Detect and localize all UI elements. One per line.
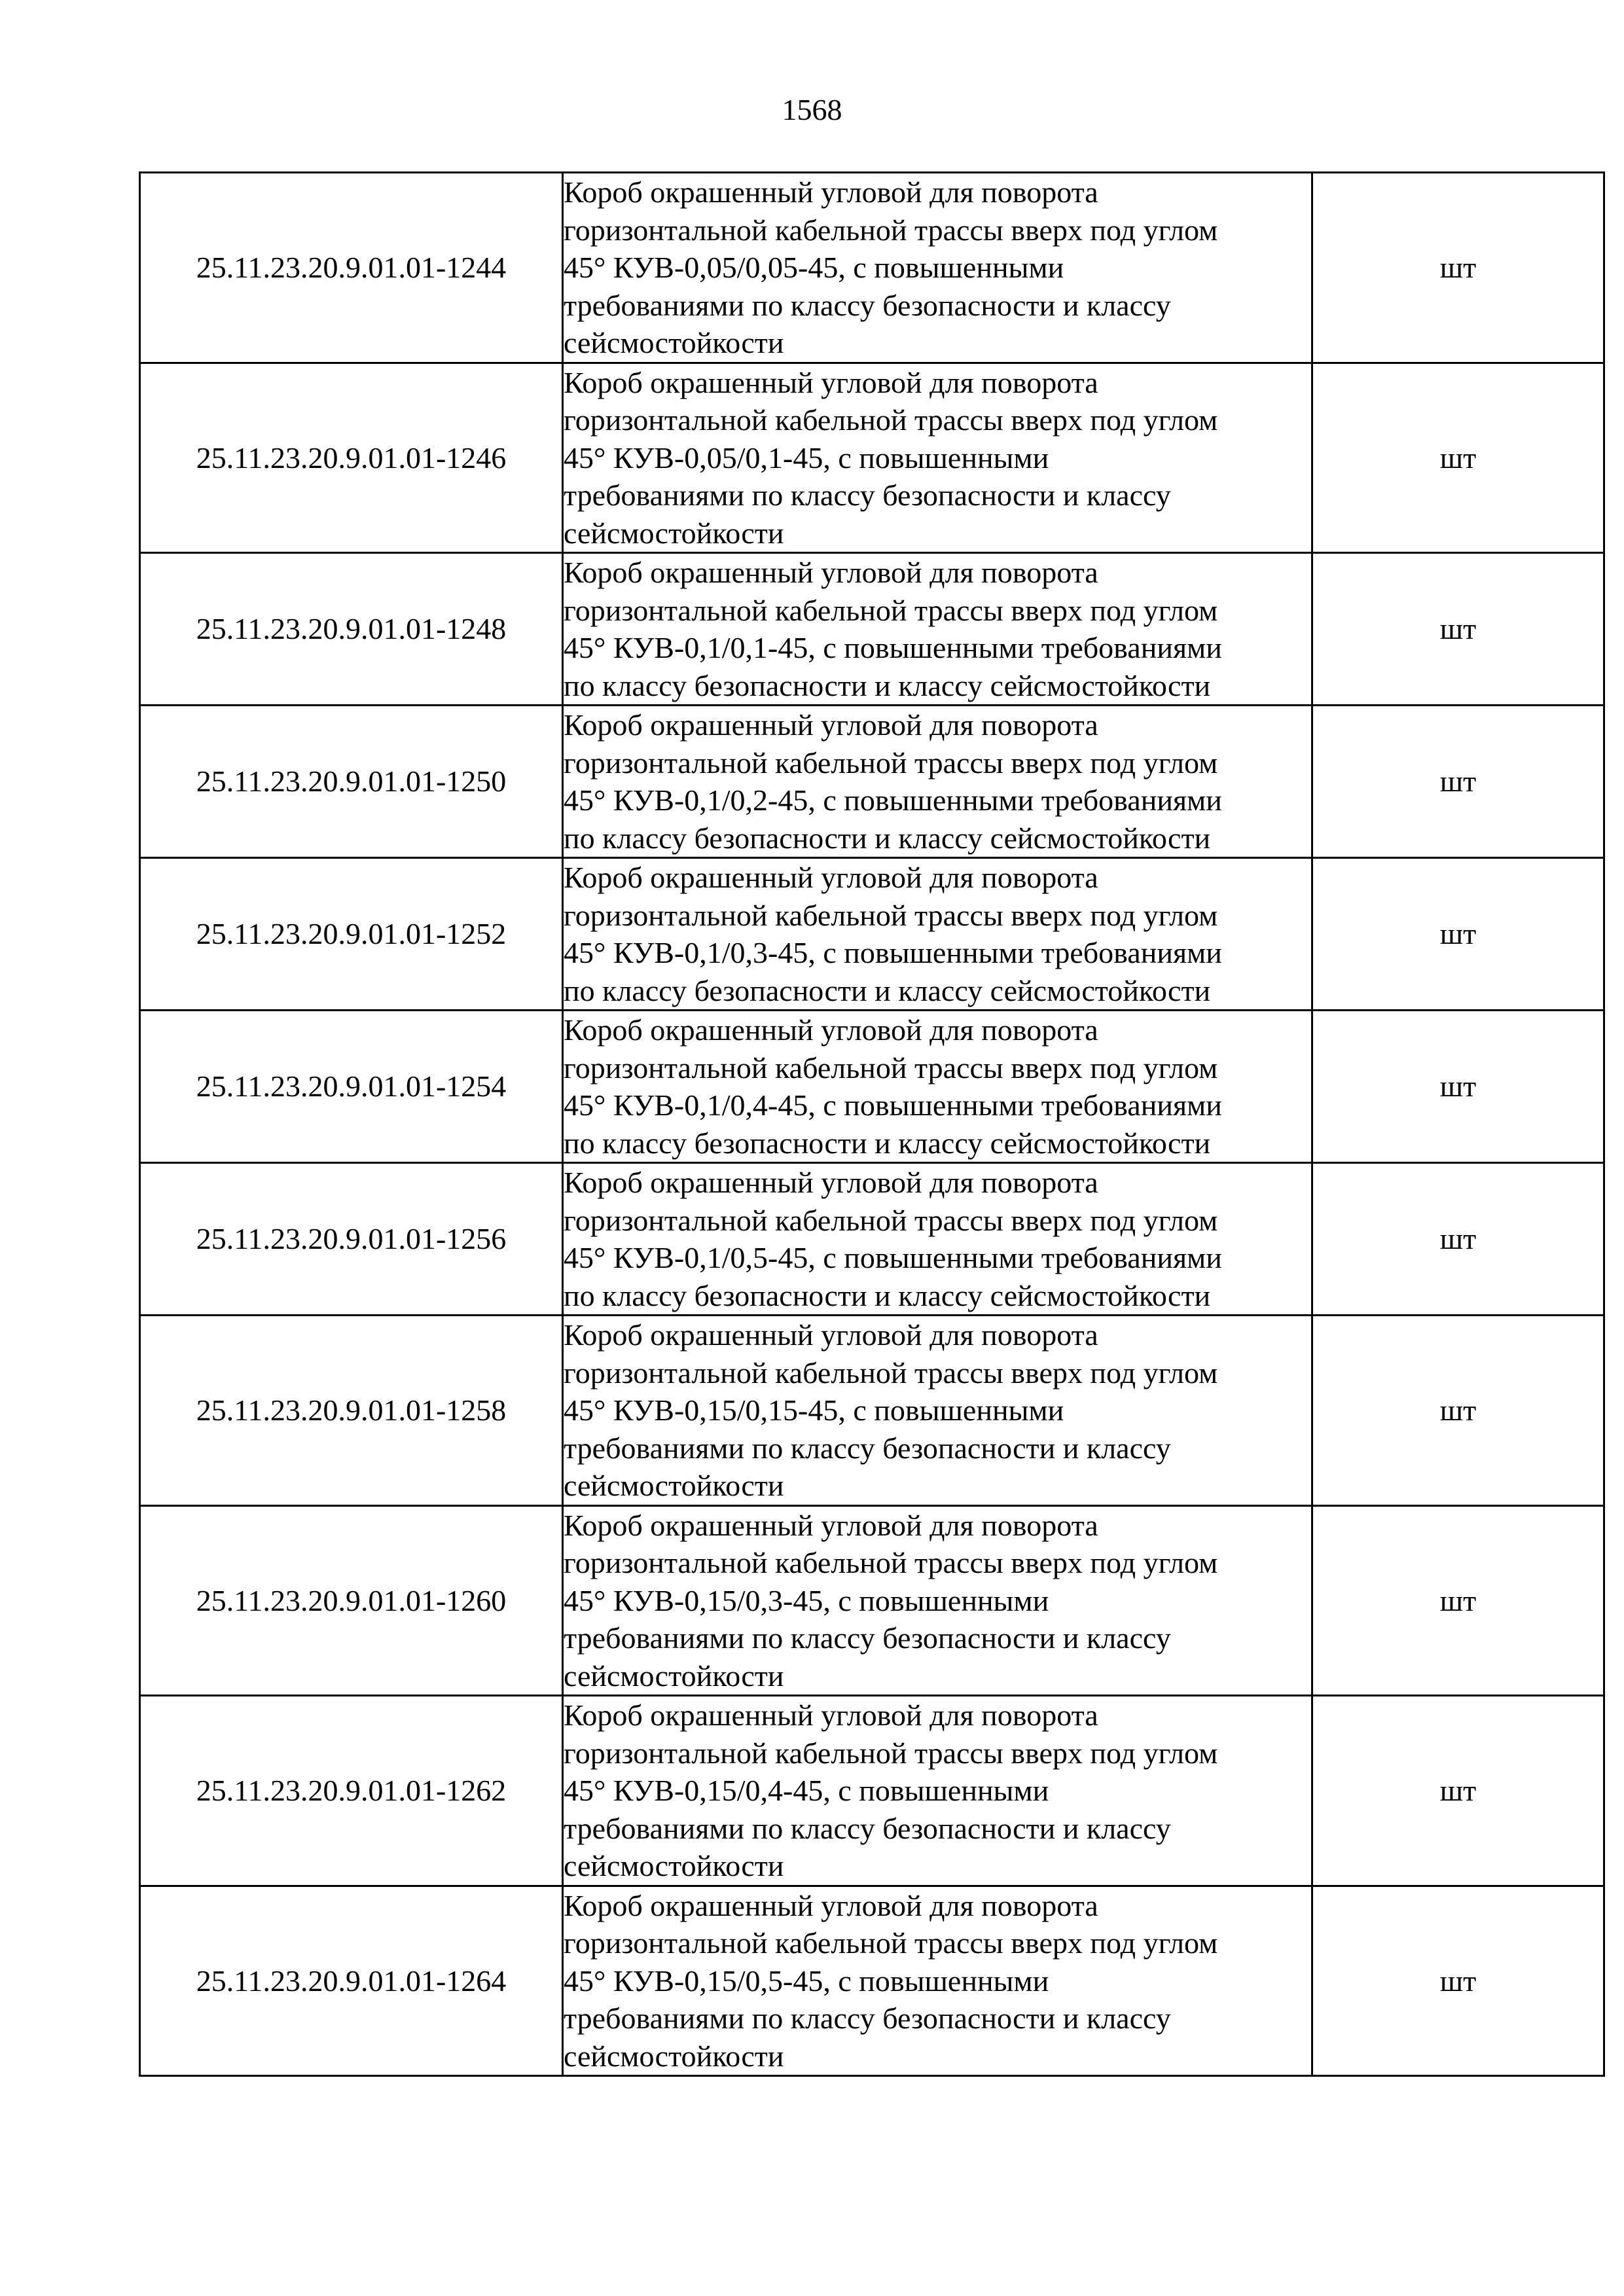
item-name-line: 45° КУВ-0,15/0,5-45, с повышенными bbox=[564, 1964, 1049, 1998]
item-name-line: горизонтальной кабельной трассы вверх под углом bbox=[564, 1355, 1218, 1390]
table-row bbox=[140, 363, 1604, 553]
item-name-line: по классу безопасности и классу сейсмостойкости bbox=[564, 668, 1211, 702]
item-name-line: требованиями по классу безопасности и классу bbox=[564, 1621, 1171, 1655]
item-name-cell bbox=[563, 1011, 1312, 1163]
item-name-cell bbox=[563, 173, 1312, 363]
item-name-line: требованиями по классу безопасности и классу bbox=[564, 288, 1171, 322]
item-code-cell: 25.11.23.20.9.01.01-1252 bbox=[140, 858, 563, 1011]
item-name-line: требованиями по классу безопасности и классу bbox=[564, 2001, 1171, 2035]
item-name-cell bbox=[563, 1696, 1312, 1886]
item-name-line: горизонтальной кабельной трассы вверх под углом bbox=[564, 745, 1218, 780]
item-name-line: Короб окрашенный угловой для поворота bbox=[564, 1013, 1098, 1047]
table-row bbox=[140, 173, 1604, 363]
item-code-cell: 25.11.23.20.9.01.01-1258 bbox=[140, 1316, 563, 1506]
item-code-cell: 25.11.23.20.9.01.01-1256 bbox=[140, 1163, 563, 1316]
item-name-line: Короб окрашенный угловой для поворота bbox=[564, 175, 1098, 209]
item-name-line: Короб окрашенный угловой для поворота bbox=[564, 365, 1098, 399]
item-code-cell: 25.11.23.20.9.01.01-1246 bbox=[140, 363, 563, 553]
item-name-line: Короб окрашенный угловой для поворота bbox=[564, 708, 1098, 742]
item-name-line: по классу безопасности и классу сейсмостойкости bbox=[564, 1278, 1211, 1312]
item-name-line: требованиями по классу безопасности и классу bbox=[564, 1811, 1171, 1845]
items-table bbox=[139, 171, 1605, 2077]
item-unit-cell: шт bbox=[1312, 363, 1604, 553]
item-code-cell: 25.11.23.20.9.01.01-1262 bbox=[140, 1696, 563, 1886]
item-name-line: 45° КУВ-0,1/0,4-45, с повышенными требованиями bbox=[564, 1088, 1222, 1122]
item-name-cell bbox=[563, 363, 1312, 553]
item-name-line: 45° КУВ-0,1/0,2-45, с повышенными требованиями bbox=[564, 783, 1222, 817]
item-name-line: Короб окрашенный угловой для поворота bbox=[564, 556, 1098, 589]
item-name-line: Короб окрашенный угловой для поворота bbox=[564, 1166, 1098, 1199]
item-code-cell: 25.11.23.20.9.01.01-1254 bbox=[140, 1011, 563, 1163]
table-row bbox=[140, 1505, 1604, 1696]
item-code-cell: 25.11.23.20.9.01.01-1250 bbox=[140, 706, 563, 858]
item-name-line: Короб окрашенный угловой для поворота bbox=[564, 861, 1098, 894]
item-name-line: горизонтальной кабельной трассы вверх под углом bbox=[564, 1546, 1218, 1579]
item-name-cell bbox=[563, 706, 1312, 858]
item-unit-cell: шт bbox=[1312, 1505, 1604, 1696]
item-name-line: 45° КУВ-0,15/0,15-45, с повышенными bbox=[564, 1393, 1064, 1427]
item-name-line: 45° КУВ-0,1/0,3-45, с повышенными требованиями bbox=[564, 936, 1222, 969]
item-name-line: сейсмостойкости bbox=[564, 1849, 784, 1882]
item-name-cell bbox=[563, 1505, 1312, 1696]
page-number: 1568 bbox=[782, 93, 842, 126]
item-name-line: Короб окрашенный угловой для поворота bbox=[564, 1508, 1098, 1542]
item-name-line: горизонтальной кабельной трассы вверх под углом bbox=[564, 593, 1218, 627]
item-name-line: по классу безопасности и классу сейсмостойкости bbox=[564, 973, 1211, 1007]
item-name-line: Короб окрашенный угловой для поворота bbox=[564, 1888, 1098, 1922]
item-unit-cell: шт bbox=[1312, 173, 1604, 363]
item-name-line: Короб окрашенный угловой для поворота bbox=[564, 1318, 1098, 1352]
item-unit-cell: шт bbox=[1312, 706, 1604, 858]
item-name-line: горизонтальной кабельной трассы вверх под углом bbox=[564, 403, 1218, 437]
item-name-line: сейсмостойкости bbox=[564, 516, 784, 550]
item-name-line: по классу безопасности и классу сейсмостойкости bbox=[564, 821, 1211, 855]
item-name-cell bbox=[563, 1163, 1312, 1316]
item-unit-cell: шт bbox=[1312, 1011, 1604, 1163]
table-row bbox=[140, 706, 1604, 858]
item-name-line: Короб окрашенный угловой для поворота bbox=[564, 1698, 1098, 1732]
item-name-line: горизонтальной кабельной трассы вверх под углом bbox=[564, 1736, 1218, 1770]
item-name-line: горизонтальной кабельной трассы вверх под углом bbox=[564, 898, 1218, 932]
item-name-line: 45° КУВ-0,15/0,3-45, с повышенными bbox=[564, 1583, 1049, 1617]
table-row bbox=[140, 553, 1604, 706]
item-name-cell bbox=[563, 1886, 1312, 2076]
item-name-line: 45° КУВ-0,15/0,4-45, с повышенными bbox=[564, 1774, 1049, 1807]
item-name-line: 45° КУВ-0,1/0,1-45, с повышенными требованиями bbox=[564, 631, 1222, 664]
item-code-cell: 25.11.23.20.9.01.01-1248 bbox=[140, 553, 563, 706]
item-code-cell: 25.11.23.20.9.01.01-1264 bbox=[140, 1886, 563, 2076]
item-code-cell: 25.11.23.20.9.01.01-1260 bbox=[140, 1505, 563, 1696]
item-unit-cell: шт bbox=[1312, 1886, 1604, 2076]
item-name-line: сейсмостойкости bbox=[564, 326, 784, 359]
table-row bbox=[140, 1011, 1604, 1163]
item-unit-cell: шт bbox=[1312, 553, 1604, 706]
item-name-cell bbox=[563, 858, 1312, 1011]
item-name-line: горизонтальной кабельной трассы вверх под углом bbox=[564, 1203, 1218, 1237]
table-row bbox=[140, 1316, 1604, 1506]
item-name-line: сейсмостойкости bbox=[564, 1659, 784, 1693]
item-name-line: 45° КУВ-0,1/0,5-45, с повышенными требованиями bbox=[564, 1241, 1222, 1274]
item-unit-cell: шт bbox=[1312, 1316, 1604, 1506]
item-unit-cell: шт bbox=[1312, 858, 1604, 1011]
item-name-line: требованиями по классу безопасности и классу bbox=[564, 1431, 1171, 1465]
item-name-line: по классу безопасности и классу сейсмостойкости bbox=[564, 1126, 1211, 1160]
table-body bbox=[140, 173, 1604, 2076]
item-code-cell: 25.11.23.20.9.01.01-1244 bbox=[140, 173, 563, 363]
table-row bbox=[140, 858, 1604, 1011]
table-row bbox=[140, 1163, 1604, 1316]
item-unit-cell: шт bbox=[1312, 1696, 1604, 1886]
item-name-line: сейсмостойкости bbox=[564, 1469, 784, 1502]
item-name-line: горизонтальной кабельной трассы вверх под углом bbox=[564, 1050, 1218, 1085]
item-name-cell bbox=[563, 553, 1312, 706]
item-name-line: 45° КУВ-0,05/0,05-45, с повышенными bbox=[564, 251, 1064, 284]
item-name-line: горизонтальной кабельной трассы вверх под углом bbox=[564, 213, 1218, 247]
item-name-line: горизонтальной кабельной трассы вверх под углом bbox=[564, 1926, 1218, 1960]
item-name-line: требованиями по классу безопасности и классу bbox=[564, 478, 1171, 512]
item-name-cell bbox=[563, 1316, 1312, 1506]
item-unit-cell: шт bbox=[1312, 1163, 1604, 1316]
item-name-line: сейсмостойкости bbox=[564, 2039, 784, 2073]
table-row bbox=[140, 1886, 1604, 2076]
table-row bbox=[140, 1696, 1604, 1886]
item-name-line: 45° КУВ-0,05/0,1-45, с повышенными bbox=[564, 440, 1049, 475]
